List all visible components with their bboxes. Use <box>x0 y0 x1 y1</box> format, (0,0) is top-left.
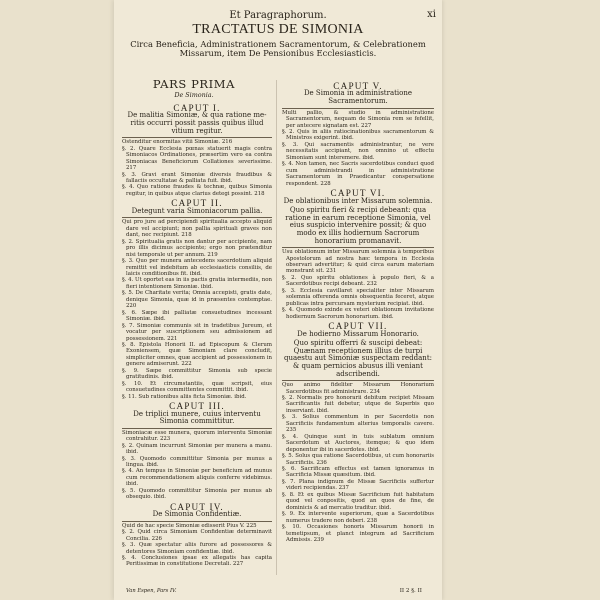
paragraph-entry: §. 2. Quid circa Simoniam Confidentiæ determinavit Concilia. 226 <box>122 529 272 542</box>
paragraph-entry: Simoniacæ esse munera, quorum interventu Simoniæ contrahitur. 223 <box>122 429 272 443</box>
chapter-title: De malitia Simoniæ, & qua ratione me- ritis occurri possit passis quibus illud vitium regitur. <box>127 111 267 135</box>
paragraph-entry: §. 4. Quo ratione fraudes & technæ, quibus Simonia regitur, in quibus atque clarius detegi possint. 218 <box>122 184 272 197</box>
chapter-rule <box>282 380 434 381</box>
paragraph-entry: Quo animo fideliter Missarum Honorarium Sacerdotibus fit administrare. 234 <box>282 382 434 395</box>
chapter-title: De triplici munere, cuius interventu Simonia committitur. <box>133 409 261 426</box>
paragraph-entry: §. 2. Normalis pro honorarii debitum recipiet Missam Sacrificantis fuit debetur, utque de Superbis quo inserviant. ibid. <box>282 395 434 414</box>
paragraph-entry: §. 4. Ut oportet eas in iis pactis gratia intermediis, non fieri intentionem Simoniæ. ibid. <box>122 277 272 290</box>
chapter-heading: CAPUT V. <box>333 81 383 91</box>
chapter-title: De oblationibus inter Missarum solemnia. <box>283 196 433 205</box>
paragraph-entry: §. 5. De Charitate verita; Omnia accepisti, gratis date, denique Simonia, quæ id in præsentes contemptae. 220 <box>122 290 272 310</box>
paragraph-entry: §. 4. Non tamen, nec Sacris sacerdotibus conduci quod cum administrandi in administratione Sacramentorum in Praedicantur conspersatione respondent. 228 <box>282 161 434 187</box>
paragraph-entry: §. 4. Quomodo exinde ex veteri oblationum invitatione hodiernum Sacrorum honorarium. ibid. <box>282 307 434 320</box>
footer-catchword: II 2 §. II <box>399 588 422 594</box>
footer-signature: Van Espen, Pars IV. <box>126 588 177 594</box>
paragraph-entry: §. 3. Quomodo committitur Simonia per munus a lingua. ibid. <box>122 455 272 468</box>
paragraph-entry: §. 5. Quomodo committitur Simonia per munus ab obsequio. ibid. <box>122 487 272 501</box>
paragraph-entry: Usu oblationum inter Missarum solemnia à temporibus Apostolorum ad nostra hæc tempora in Ecclesia observari advertitur; & quid circa earum materiam monstrant sit. 231 <box>282 249 434 275</box>
chapter-rule <box>282 247 434 248</box>
page-title: TRACTATUS DE SIMONIA <box>192 22 364 37</box>
paragraph-entry: §. 7. Plana indignum de Missæ Sacrificiis suffertur videri recipiendas. 237 <box>282 478 434 492</box>
paragraph-entry: §. 6. Sacrificam effectus est tamen ignoramus in Sacrificia Missæ quæsitum. ibid. <box>282 465 434 479</box>
paragraph-entry: §. 3. Gravi erant Simoniæ diversis fraudibus & fallaciis occultatae & palliata fuit. ibid. <box>122 171 272 184</box>
paragraph-entry: §. 11. Sub rationibus aliis ficta Simoniæ. ibid. <box>122 393 247 400</box>
chapter-title: De Simonia Confidentiæ. <box>152 510 242 519</box>
chapter-heading: CAPUT II. <box>171 198 223 209</box>
page-number: xi <box>427 9 436 20</box>
page-subtitle: Circa Beneficia, Administrationem Sacramentorum, & Celebrationem Missarum, item De Pensionibus Ecclesiasticis. <box>130 39 426 59</box>
chapter-heading: CAPUT IV. <box>170 501 224 512</box>
chapter-heading: CAPUT I. <box>173 103 221 113</box>
paragraph-entry: §. 2. Quare Ecclesia pœnas statuerit magis contra Simoniacos Ordinationes, præsertim vero ea contra Simoniacas Beneficiorum Collationes severissime. 217 <box>122 145 272 172</box>
chapter-heading: CAPUT III. <box>169 401 225 412</box>
paragraph-entry: §. 3. Quæ spectatur aliis furore ad possessores & detentores Simoniam confidentiæ. ibid. <box>122 542 272 555</box>
chapter-intro: Quo spiritu offerri & suscipi debeat: Quænam receptionem illius de turpi quaestu aut Simoniæ suspectam reddant: & quam pernicios abusus illi veniant adscribendi. <box>284 339 432 378</box>
chapter-intro: Quo spiritu fieri & recipi debeant: qua ratione in earum receptione Simonia, vel eius suspicio intervenire possit; & quo modo ex illis hodiernum Sacrorum honorarium promanavit. <box>285 206 431 245</box>
paragraph-entry: §. 8. Et ex quibus Missæ Sacrificium fuit habitatum quod vel conpositis, quod an quos de fine, de dominicis & ad mercatio traditur. ibid. <box>282 491 434 511</box>
right-column <box>282 80 434 543</box>
paragraph-entry: §. 2. Spiritualia gratis non dantur per accipiente, nam pro illis dicimus accipiente; ergo non prætenditur nisi temporale ut per annum. 219 <box>122 238 272 258</box>
paragraph-entry: §. 10. Occasiones honoris Missarum honorii in temetipsum, et planct integrum ad Sacrificium Admissis. 239 <box>282 524 434 543</box>
chapter-rule <box>282 108 434 109</box>
paragraph-entry: §. 3. Quo per munera antecedens sacerdotium aliquid remittit vel indebitum ab ecclesiasticis consiliis, de laicis conditionibus fit. ibid. <box>122 258 272 277</box>
paragraph-entry: Ostenditur enormitas vitii Simoniæ. 216 <box>122 139 233 146</box>
paragraph-entry: §. 2. Quis in aliis ratiocinationibus sacramentorum & Ministros exigerint. ibid. <box>282 129 434 142</box>
paragraph-entry: §. 10. Et circumstantiis, quæ scripsit, eius consuetudines committentes committit. ibid. <box>122 380 272 394</box>
pars-subheading: De Simonia. <box>174 91 214 99</box>
paragraph-entry: Multi pallio, & studio in administratione Sacramentorum, nequam de Simonia rem se fefellit, per antecere signatam est. 227 <box>282 109 434 129</box>
paragraph-entry: §. 9. Sæpe committitur Simonia sub specie gratitudinis. ibid. <box>122 367 272 381</box>
left-column <box>122 102 272 568</box>
paragraph-entry: §. 7. Simoniæ communis sit in tradetibus Jureum, et vocatur per suscriptionem seu admissionem ad possessionem. 221 <box>122 322 272 342</box>
running-head: Et Paragraphorum. <box>229 10 327 21</box>
paragraph-entry: §. 4. An tempus in Simoniæ per beneficium ad munus cum recommendationem aliquis conferre videbimus. ibid. <box>122 468 272 488</box>
paragraph-entry: §. 8. Epistola Honorii II. ad Episcopum & Clerum Exoniensem, quæ Simoniam clare concludit, simpliciter omnes, quæ accipient ad possessionem in genere admiserunt. 222 <box>122 341 272 368</box>
pars-heading: PARS PRIMA <box>152 77 236 91</box>
paragraph-entry: §. 4. Quinque sunt in tuis sublatum omnium Sacerdotum ut Auctores, itemque; & quo idem deponentur ibi in sacerdotes. ibid. <box>282 433 434 453</box>
paragraph-entry: Quid de hac specie Simoniæ edisserit Pius V. 225 <box>122 522 257 529</box>
chapter-title: De Simonia in administratione Sacramentorum. <box>303 89 413 106</box>
paragraph-entry: §. 9. Ex intervente superiorum, quæ a Sacerdotibus numerus tradere non deberi. 238 <box>282 511 434 524</box>
chapter-title: De hodierno Missarum Honorario. <box>297 329 419 338</box>
chapter-rule <box>122 137 272 138</box>
paragraph-entry: §. 6. Sæpe ibi palliatæ consuetudines incessant Simoniæ. ibid. <box>122 309 272 323</box>
chapter-rule <box>122 521 272 522</box>
chapter-title: Detegunt varia Simoniacorum pallia. <box>131 206 263 215</box>
paragraph-entry: §. 3. Solius commentum in per Sacerdotis non Sacrificiis fundamentum alterius temporalis cavere. 235 <box>282 414 434 434</box>
paragraph-entry: §. 3. Qui sacramentis administrantur, ne vere necessitatis accipiant, non omnino ut effectu Simoniam sunt interemere. ibid. <box>282 141 434 161</box>
chapter-heading: CAPUT VI. <box>330 188 386 199</box>
book-page <box>114 0 442 600</box>
paragraph-entry: §. 5. Solus qua ratione Sacerdotibus, ut cum honorariis Sacrificiis. 236 <box>282 453 434 466</box>
chapter-heading: CAPUT VII. <box>328 321 388 332</box>
paragraph-entry: §. 3. Ecclesia cavillaret specialiter inter Missarum solemnia offerenda omnis obsequentia feceret, atque publicas intra percursam mysterium recipiat. ibid. <box>282 287 434 307</box>
paragraph-entry: §. 2. Quo spiritu oblationes à populo fieri, & a Sacerdotibus recipi debeant. 232 <box>282 274 434 288</box>
column-divider <box>276 80 277 575</box>
chapter-rule <box>122 217 272 218</box>
paragraph-entry: §. 4. Conclusiones ipsae ex allegatis has capita Peritissimæ in constitutione Decretali. 227 <box>122 554 272 568</box>
chapter-rule <box>122 428 272 429</box>
paragraph-entry: Qui pro jure ad percipiendi spiritualia accepto aliquid dare vel accipiunt; non pallia spirituali graves non dant, nec recipiunt. 218 <box>122 219 272 239</box>
paragraph-entry: §. 2. Quinam incurrunt Simoniæ per munera a manu. ibid. <box>122 442 272 456</box>
